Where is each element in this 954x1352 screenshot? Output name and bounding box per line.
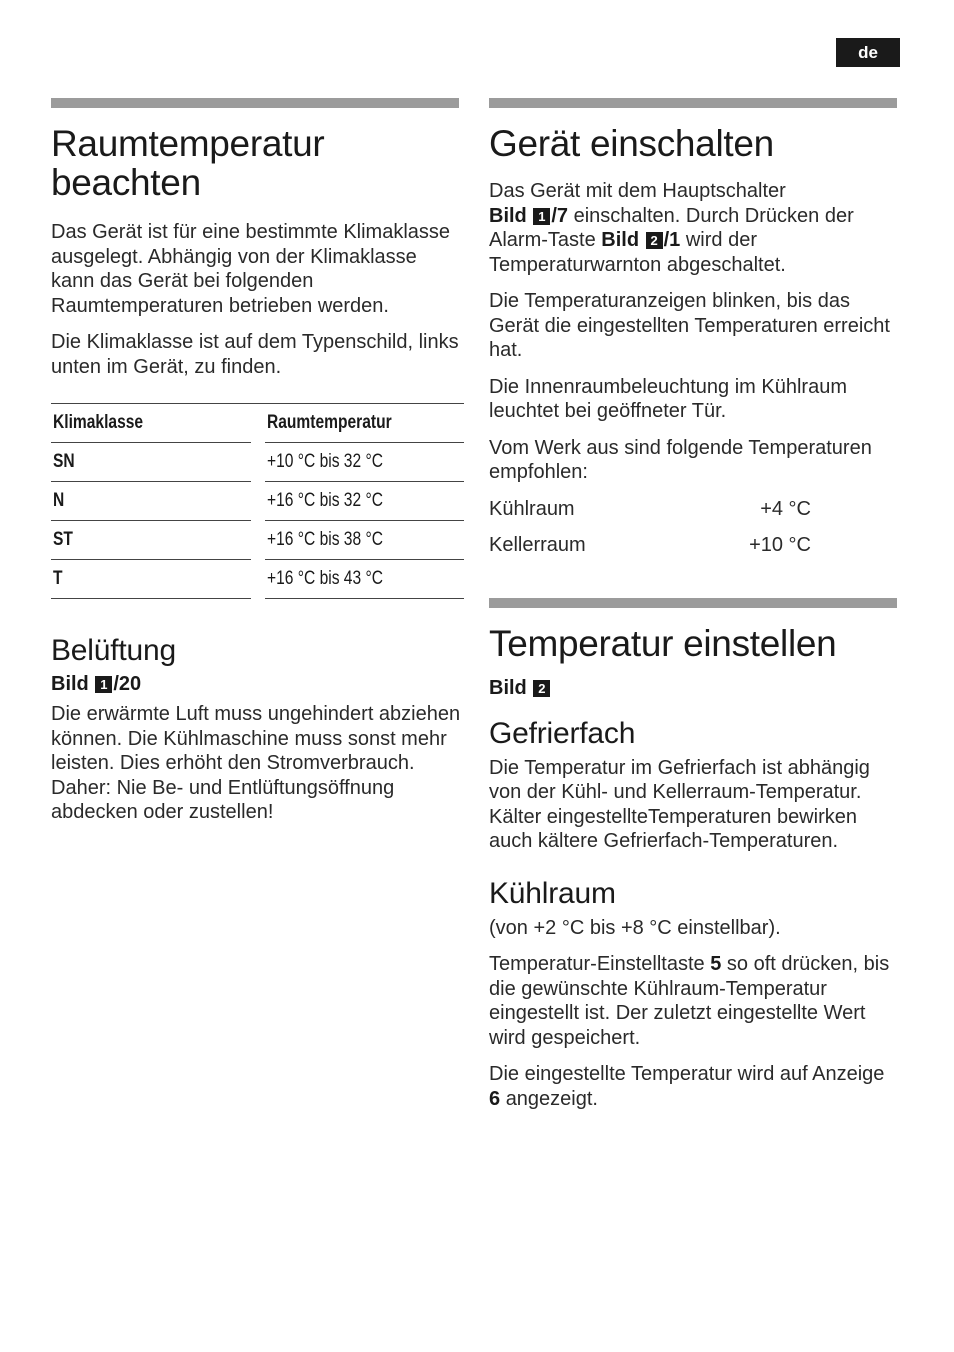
table-gap — [251, 521, 265, 560]
table-row — [51, 521, 464, 560]
einschalten-para-4: Vom Werk aus sind folgende Temperaturen empfohlen: — [489, 436, 872, 483]
heading-kuehlraum: Kühlraum — [489, 876, 616, 910]
table-cell-klasse: ST — [51, 521, 251, 560]
temperature-label: Kühlraum — [489, 497, 575, 520]
gefrierfach-para: Die Temperatur im Gefrierfach ist abhängig von der Kühl- und Kellerraum-Temperatur. Kälter eingestellteTemperaturen bewirken auch kältere Gefrierfach-Temperaturen. — [489, 756, 870, 852]
table-cell-klasse: SN — [51, 443, 251, 482]
section-rule — [489, 598, 897, 608]
einschalten-para-2: Die Temperaturanzeigen blinken, bis das Gerät die eingestellten Temperaturen erreicht hat. — [489, 290, 890, 361]
raumtemperatur-para-2: Die Klimaklasse ist auf dem Typenschild, links unten im Gerät, zu finden. — [51, 331, 459, 378]
right-column — [489, 98, 899, 1123]
temperature-value: +4 °C — [760, 497, 811, 520]
table-cell-temp: +16 °C bis 32 °C — [265, 482, 464, 521]
heading-raumtemperatur: Raumtemperatur beachten — [51, 123, 325, 203]
heading-temperatur-einstellen: Temperatur einstellen — [489, 622, 837, 664]
table-cell-klasse: N — [51, 482, 251, 521]
klimaklasse-table — [51, 403, 464, 599]
figure-number-badge: 1 — [533, 208, 550, 225]
left-column — [51, 98, 464, 837]
belueftung-figure-ref: Bild 1 /20 — [51, 673, 142, 695]
figure-number-badge: 1 — [95, 676, 112, 693]
table-row — [51, 560, 464, 599]
belueftung-para-2: Daher: Nie Be- und Entlüftungsöffnung abdecken oder zustellen! — [51, 776, 395, 823]
temperature-row — [489, 533, 811, 558]
recommended-temperatures — [489, 497, 811, 558]
table-cell-temp: +16 °C bis 43 °C — [265, 560, 464, 599]
section-rule — [51, 98, 459, 108]
table-gap — [251, 482, 265, 521]
language-tab: de — [836, 38, 900, 67]
temperature-label: Kellerraum — [489, 534, 586, 556]
heading-geraet-einschalten: Gerät einschalten — [489, 123, 774, 164]
table-gap — [251, 443, 265, 482]
table-cell-klasse: T — [51, 560, 251, 599]
heading-belueftung: Belüftung — [51, 634, 176, 667]
raumtemperatur-para-1: Das Gerät ist für eine bestimmte Klimaklasse ausgelegt. Abhängig von der Klimaklasse kann das Gerät bei folgenden Raumtemperaturen betrieben werden. — [51, 221, 451, 317]
temperature-row — [489, 497, 811, 522]
table-gap — [251, 560, 265, 599]
table-cell-temp: +10 °C bis 32 °C — [265, 443, 464, 482]
table-cell-temp: +16 °C bis 38 °C — [265, 521, 464, 560]
figure-number-badge: 2 — [646, 232, 663, 249]
table-header-row — [51, 404, 464, 443]
heading-gefrierfach: Gefrierfach — [489, 716, 636, 750]
table-gap — [251, 404, 265, 443]
einstellen-figure-ref: Bild 2 — [489, 677, 899, 700]
temperature-value: +10 °C — [749, 534, 811, 556]
einschalten-para-3: Die Innenraumbeleuchtung im Kühlraum leuchtet bei geöffneter Tür. — [489, 375, 847, 422]
figure-number-badge: 2 — [533, 680, 550, 697]
belueftung-para-1: Die erwärmte Luft muss ungehindert abziehen können. Die Kühlmaschine muss sonst mehr leisten. Dies erhöht den Stromverbrauch. — [51, 703, 461, 774]
kuehlraum-para-2: Die eingestellte Temperatur wird auf Anzeige 6 angezeigt. — [489, 1063, 885, 1110]
table-header-klimaklasse: Klimaklasse — [51, 404, 251, 443]
table-row — [51, 482, 464, 521]
section-rule — [489, 98, 897, 108]
einschalten-para-1: Das Gerät mit dem Hauptschalter Bild 1 /7 einschalten. Durch Drücken der Alarm-Taste Bild 2 /1 wird der Temperaturwarnton abgeschaltet. — [489, 180, 854, 276]
kuehlraum-range: (von +2 °C bis +8 °C einstellbar). — [489, 916, 781, 939]
table-row — [51, 443, 464, 482]
kuehlraum-para-1: Temperatur-Einstelltaste 5 so oft drücken, bis die gewünschte Kühlraum-Temperatur eingestellt ist. Der zuletzt eingestellte Wert wird gespeichert. — [489, 953, 890, 1049]
table-header-raumtemperatur: Raumtemperatur — [265, 404, 464, 443]
